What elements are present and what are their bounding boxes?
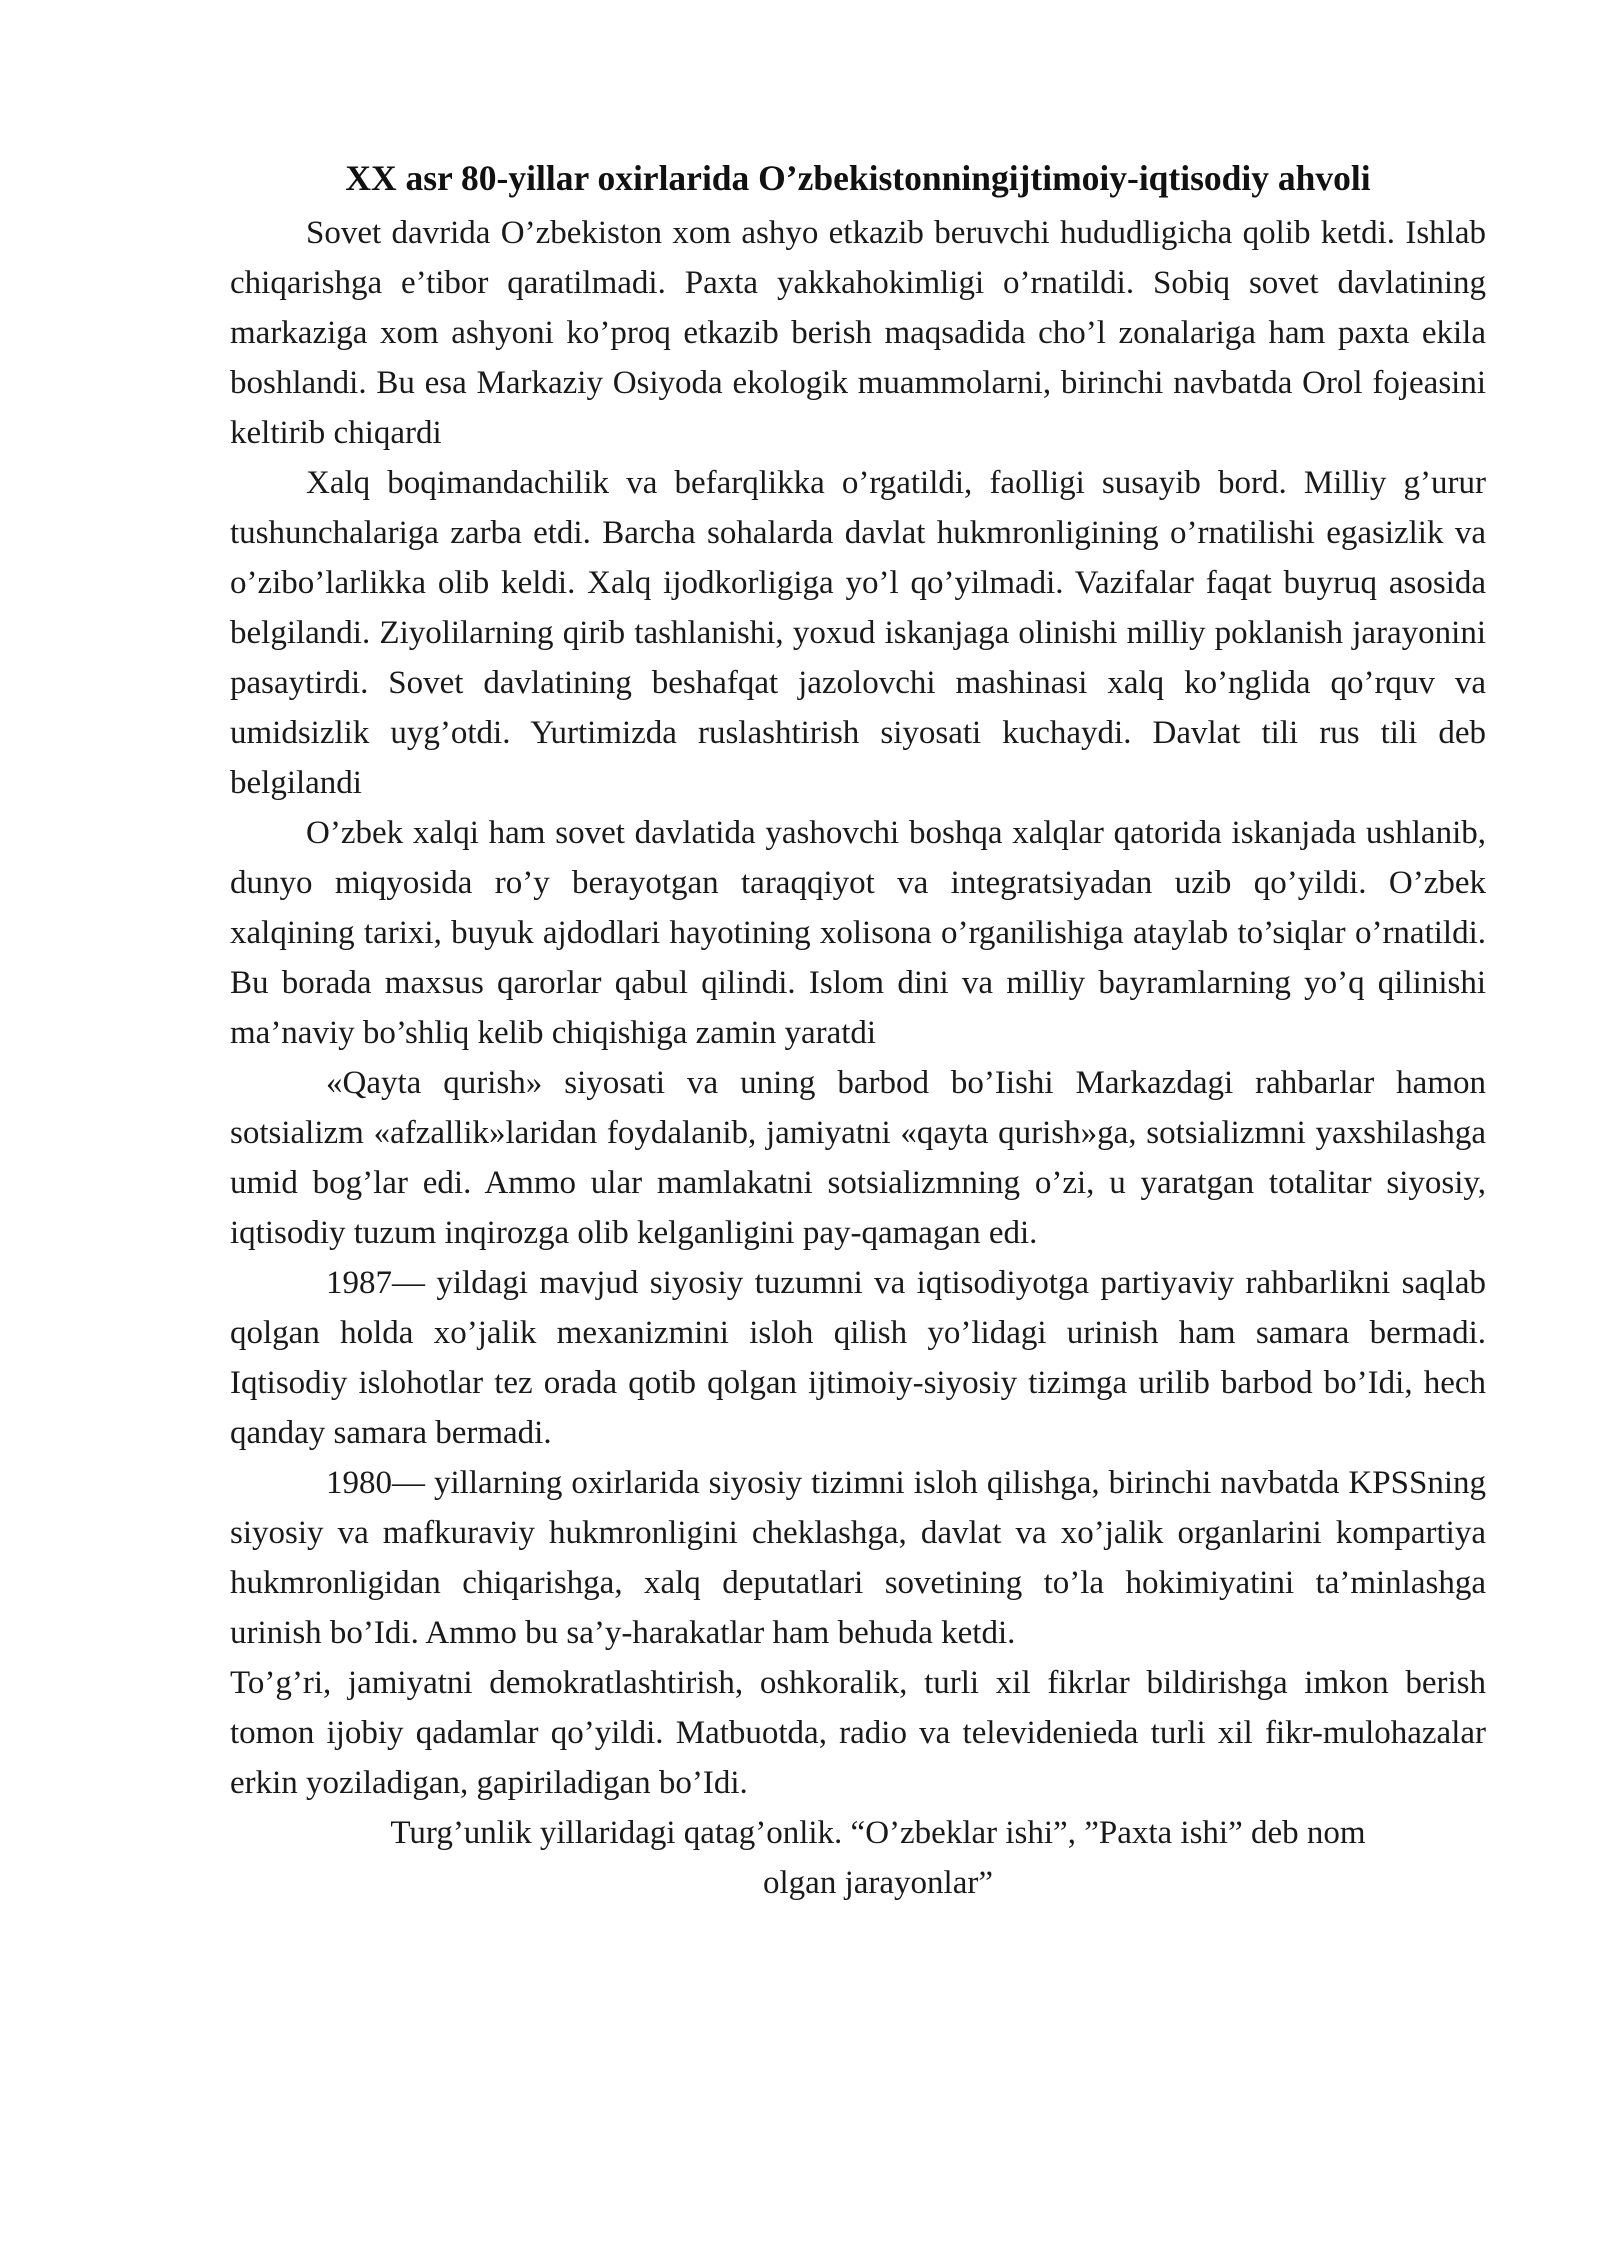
paragraph-uzbek-people: O’zbek xalqi ham sovet davlatida yashovchi boshqa xalqlar qatorida iskanjada ushlanib, dunyo miqyosida ro’y berayotgan taraqqiyot va integratsiyadan uzib qo’yildi. O’zbek xalqining tarixi, buyuk ajdodlari hayotining xolisona o’rganilishiga ataylab to’siqlar o’rnatildi. Bu borada maxsus qarorlar qabul qilindi. Islom dini va milliy bayramlarning yo’q qilinishi ma’naviy bo’shliq kelib chiqishiga zamin yaratdi [230, 815, 1486, 1051]
closing-heading-line-1: Turg’unlik yillaridagi qatag’onlik. “O’zbeklar ishi”, ”Paxta ishi” deb nom [390, 1815, 1366, 1851]
paragraph-1980s-political: 1980— yillarning oxirlarida siyosiy tizimni isloh qilishga, birinchi navbatda KPSSning siyosiy va mafkuraviy hukmronligini cheklashga, davlat va xo’jalik organlarini kompartiya hukmronligidan chiqarishga, xalq deputatlari sovetining to’la hokimiyatini ta’minlashga urinish bo’Idi. Ammo bu sa’y-harakatlar ham behuda ketdi. [230, 1465, 1486, 1651]
paragraph-1987-reforms: 1987— yildagi mavjud siyosiy tuzumni va iqtisodiyotga partiyaviy rahbarlikni saqlab qolgan holda xo’jalik mexanizmini isloh qilish yo’lidagi urinish ham samara bermadi. Iqtisodiy islohotlar tez orada qotib qolgan ijtimoiy-siyosiy tizimga urilib barbod bo’Idi, hech qanday samara bermadi. [230, 1265, 1486, 1451]
paragraph-perestroika: «Qayta qurish» siyosati va uning barbod bo’Iishi Markazdagi rahbarlar hamon sotsializm «afzallik»laridan foydalanib, jamiyatni «qayta qurish»ga, sotsializmni yaxshilashga umid bog’lar edi. Ammo ular mamlakatni sotsializmning o’zi, u yaratgan totalitar siyosiy, iqtisodiy tuzum inqirozga olib kelganligini pay-qamagan edi. [230, 1065, 1486, 1251]
paragraph-cotton-monoculture: Sovet davrida O’zbekiston xom ashyo etkazib beruvchi hududligicha qolib ketdi. Ishlab chiqarishga e’tibor qaratilmadi. Paxta yakkahokimligi o’rnatildi. Sobiq sovet davlatining markaziga xom ashyoni ko’proq etkazib berish maqsadida cho’l zonalariga ham paxta ekila boshlandi. Bu esa Markaziy Osiyoda ekologik muammolarni, birinchi navbatda Orol fojeasini keltirib chiqardi [230, 215, 1486, 451]
paragraph-democratization: To’g’ri, jamiyatni demokratlashtirish, oshkoralik, turli xil fikrlar bildirishga imkon berish tomon ijobiy qadamlar qo’yildi. Matbuotda, radio va televidenieda turli xil fikr-mulohazalar erkin yoziladigan, gapiriladigan bo’Idi. [230, 1665, 1486, 1801]
paragraph-national-pride: Xalq boqimandachilik va befarqlikka o’rgatildi, faolligi susayib bord. Milliy g’urur tushunchalariga zarba etdi. Barcha sohalarda davlat hukmronligining o’rnatilishi egasizlik va o’zibo’larlikka olib keldi. Xalq ijodkorligiga yo’l qo’yilmadi. Vazifalar faqat buyruq asosida belgilandi. Ziyolilarning qirib tashlanishi, yoxud iskanjaga olinishi milliy poklanish jarayonini pasaytirdi. Sovet davlatining beshafqat jazolovchi mashinasi xalq ko’nglida qo’rquv va umidsizlik uyg’otdi. Yurtimizda ruslashtirish siyosati kuchaydi. Davlat tili rus tili deb belgilandi [230, 465, 1486, 801]
document-title: XX asr 80-yillar oxirlarida O’zbekistonningijtimoiy-iqtisodiy ahvoli [345, 158, 1371, 198]
document-body [230, 148, 1486, 1908]
closing-heading-line-2: olgan jarayonlar” [763, 1865, 993, 1901]
